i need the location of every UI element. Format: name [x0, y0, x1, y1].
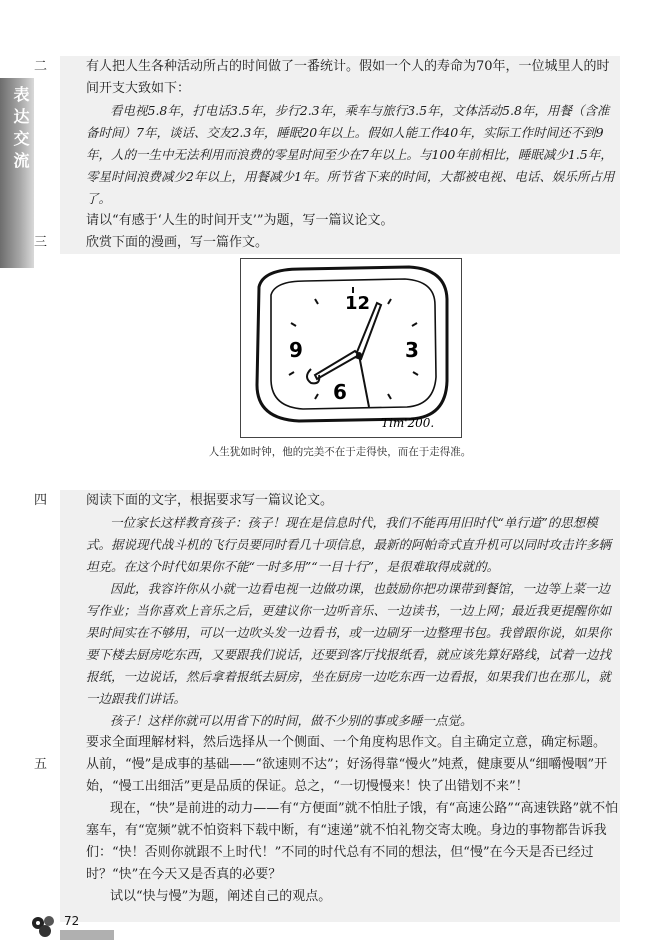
question-2-block — [34, 56, 620, 254]
question-2-task: 请以“有感于‘人生的时间开支’”为题，写一篇议论文。 — [86, 213, 394, 228]
page-number: 72 — [64, 914, 80, 928]
question-2-number: 二 — [34, 59, 48, 74]
question-2-data: 看电视5.8年，打电话3.5年，步行2.3年，乘车与旅行3.5年，文体活动5.8年，用餐（含准备时间）7年，谈话、交友2.3年，睡眠20年以上。假如人能工作40年，实际工作时间还不到9年，人的一生中无法利用而浪费的零星时间至少在7年以上。与100年前相比，睡眠减少1.5年，零星时间浪费减少2年以上，用餐减少1年。所节省下来的时间，大都被电视、电话、娱乐所占用了。 — [86, 103, 615, 206]
question-4-requirements: 要求全面理解材料，然后选择从一个侧面、一个角度构思作文。自主确定立意，确定标题。 — [86, 735, 607, 750]
question-5-block — [34, 754, 620, 922]
clock-numeral-6: 6 — [333, 380, 347, 404]
question-5-number: 五 — [34, 757, 48, 772]
clock-numeral-9: 9 — [289, 338, 303, 362]
page-content — [34, 56, 620, 922]
comic-caption: 人生犹如时钟，他的完美不在于走得快，而在于走得准。 — [208, 446, 472, 458]
question-5-paragraph-1: 五 从前，“慢”是成事的基础——“欲速则不达”；好汤得靠“慢火”炖煮，健康要从“细嚼慢咽”开始，“慢工出细活”更是品质的保证。总之，“一切慢慢来！快了出错划不来”！ — [60, 754, 620, 798]
question-3-task: 三 欣赏下面的漫画，写一篇作文。 — [60, 232, 620, 254]
clock-numeral-3: 3 — [405, 338, 419, 362]
question-3-number: 三 — [34, 235, 48, 250]
question-4-paragraph-3: 孩子！这样你就可以用省下的时间，做不少别的事或多睡一点觉。 — [110, 713, 473, 728]
footer-bar — [60, 930, 114, 940]
question-4-paragraph-2: 因此，我容许你从小就一边看电视一边做功课，也鼓励你把功课带到餐馆，一边等上菜一边写作业；当你喜欢上音乐之后，更建议你一边听音乐、一边读书，一边上网；最近我更提醒你如果时间实在不够用，可以一边吹头发一边看书，或一边刷牙一边整理书包。我曾跟你说，如果你要下楼去厨房吃东西，又要跟我们说话，还要到客厅找报纸看，就应该先算好路线，试着一边找报纸，一边说话，然后拿着报纸去厨房，坐在厨房一边吃东西一边看报，如果我们也在那儿，就一边跟我们讲话。 — [86, 581, 612, 706]
question-4-number: 四 — [34, 493, 48, 508]
question-4-paragraph-1: 一位家长这样教育孩子：孩子！现在是信息时代，我们不能再用旧时代“单行道”的思想模式。据说现代战斗机的飞行员要同时看几十项信息，最新的阿帕奇式直升机可以同时攻击许多辆坦克。在这个时代如果你不能“一时多用”“一目十行”，是很难取得成就的。 — [86, 515, 612, 574]
clock-comic — [240, 258, 462, 438]
comic-area — [60, 254, 620, 490]
question-4-block — [34, 490, 620, 754]
question-4-task: 四 阅读下面的文字，根据要求写一篇议论文。 — [60, 490, 620, 512]
section-side-tab — [0, 78, 34, 268]
question-2-intro: 二 有人把人生各种活动所占的时间做了一番统计。假如一个人的寿命为70年，一位城里人的时间开支大致如下： — [60, 56, 620, 100]
question-5-task: 试以“快与慢”为题，阐述自己的观点。 — [110, 889, 332, 904]
side-tab-label: 表达交流 — [11, 86, 30, 174]
clock-drawing — [241, 259, 461, 437]
footer-logo-icon — [30, 913, 60, 939]
clock-numeral-12: 12 — [345, 293, 371, 314]
question-5-paragraph-2: 现在，“快”是前进的动力——有“方便面”就不怕肚子饿，有“高速公路”“高速铁路”就不怕塞车，有“宽频”就不怕资料下载中断，有“速递”就不怕礼物交寄太晚。身边的事物都告诉我们：“快！否则你就跟不上时代！”不同的时代总有不同的想法，但“慢”在今天是否已经过时？“快”在今天又是否真的必要？ — [86, 801, 619, 882]
comic-signature: Tim'200. — [381, 416, 435, 430]
